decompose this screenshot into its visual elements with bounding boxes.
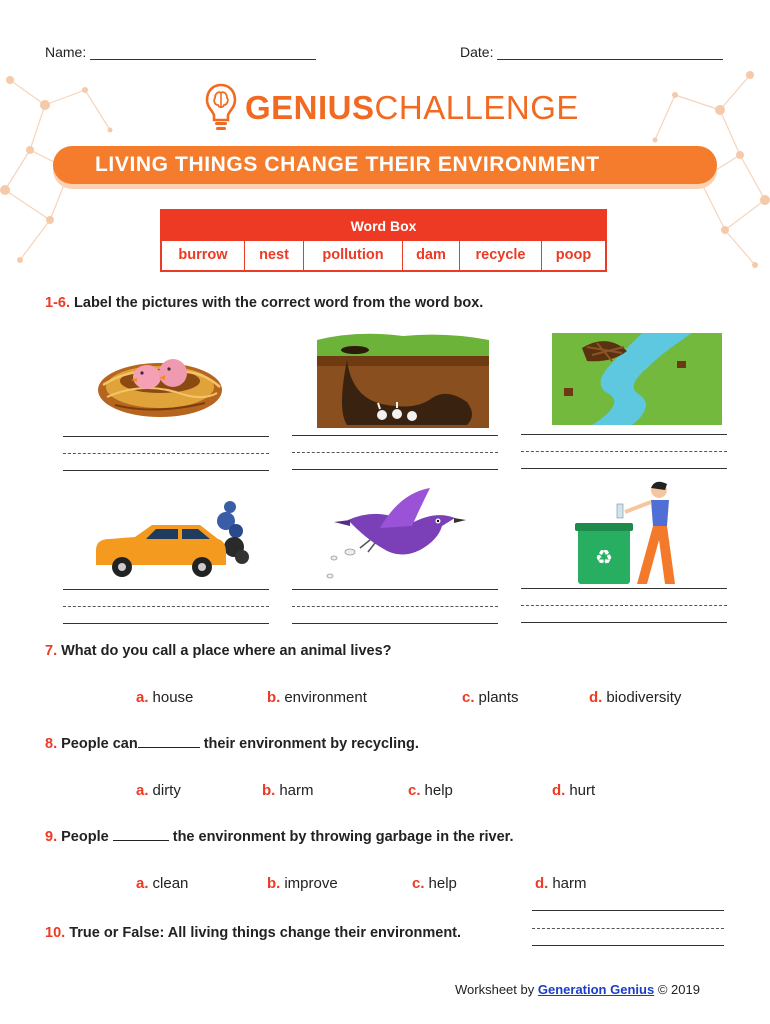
logo-light-text: CHALLENGE	[374, 89, 579, 126]
question-number: 7.	[45, 643, 58, 659]
fill-in-blank[interactable]	[113, 829, 169, 841]
car-exhaust-icon	[90, 495, 250, 583]
instructions-number: 1-6.	[45, 295, 70, 311]
option-d[interactable]	[552, 782, 595, 799]
question-text-after: the environment by throwing garbage in the river.	[172, 829, 514, 845]
logo-bold-text: GENIUS	[245, 89, 375, 126]
option-letter: a.	[136, 782, 149, 799]
word-cell: burrow	[162, 241, 245, 272]
option-text: house	[152, 689, 194, 706]
option-text: harm	[279, 782, 314, 799]
date-line[interactable]	[497, 46, 723, 60]
option-text: environment	[284, 689, 367, 706]
option-text: plants	[478, 689, 519, 706]
answer-lines-2[interactable]	[292, 435, 498, 475]
question-10	[45, 925, 461, 941]
option-b[interactable]	[262, 782, 314, 799]
answer-lines-4[interactable]	[63, 589, 269, 629]
lightbulb-brain-icon	[205, 82, 237, 134]
recycling-bin-icon	[575, 478, 685, 588]
option-letter: b.	[267, 689, 281, 706]
bird-dropping-icon	[320, 488, 470, 584]
option-text: dirty	[152, 782, 181, 799]
genius-challenge-logo	[205, 82, 579, 134]
rabbit-burrow-icon	[317, 330, 489, 428]
question-text: True or False: All living things change their environment.	[69, 925, 462, 941]
answer-lines-6[interactable]	[521, 588, 727, 628]
option-b[interactable]	[267, 689, 367, 706]
bird-nest-icon	[95, 345, 225, 420]
option-letter: d.	[535, 875, 549, 892]
word-cell: pollution	[304, 241, 403, 272]
option-letter: d.	[589, 689, 603, 706]
option-letter: c.	[462, 689, 475, 706]
question-number: 10.	[45, 925, 66, 941]
name-line[interactable]	[90, 46, 316, 60]
name-field[interactable]	[45, 44, 316, 60]
word-box	[160, 209, 607, 272]
option-text: biodiversity	[606, 689, 682, 706]
question-number: 8.	[45, 736, 58, 752]
option-text: help	[428, 875, 457, 892]
question-7	[45, 643, 392, 659]
footer-suffix: © 2019	[657, 982, 700, 997]
answer-lines-5[interactable]	[292, 589, 498, 629]
word-cell: dam	[403, 241, 460, 272]
option-b[interactable]	[267, 875, 338, 892]
question-text-before: People	[61, 829, 109, 845]
generation-genius-link[interactable]: Generation Genius	[537, 982, 655, 997]
answer-lines-3[interactable]	[521, 434, 727, 474]
option-a[interactable]	[136, 782, 181, 799]
question-text-after: their environment by recycling.	[203, 736, 419, 752]
option-letter: b.	[267, 875, 281, 892]
word-cell: recycle	[460, 241, 542, 272]
option-text: clean	[152, 875, 189, 892]
question-text-before: People can	[61, 736, 138, 752]
option-d[interactable]	[535, 875, 587, 892]
option-letter: d.	[552, 782, 566, 799]
answer-lines-1[interactable]	[63, 436, 269, 476]
instructions	[45, 295, 483, 311]
word-box-row	[162, 241, 605, 272]
answer-lines-10[interactable]	[532, 910, 724, 950]
option-c[interactable]	[462, 689, 519, 706]
word-cell: nest	[245, 241, 304, 272]
question-number: 9.	[45, 829, 58, 845]
question-text: What do you call a place where an animal lives?	[61, 643, 392, 659]
option-letter: c.	[412, 875, 425, 892]
word-cell: poop	[555, 247, 592, 263]
name-label: Name:	[45, 44, 87, 60]
footer-prefix: Worksheet by	[455, 982, 535, 997]
option-text: hurt	[569, 782, 596, 799]
worksheet-title: LIVING THINGS CHANGE THEIR ENVIRONMENT	[95, 153, 600, 176]
option-text: help	[424, 782, 453, 799]
option-d[interactable]	[589, 689, 681, 706]
question-9	[45, 829, 514, 845]
option-letter: b.	[262, 782, 276, 799]
footer	[455, 982, 700, 997]
option-text: harm	[552, 875, 587, 892]
beaver-dam-icon	[552, 333, 722, 425]
date-label: Date:	[460, 44, 494, 60]
title-banner	[53, 146, 717, 184]
option-a[interactable]	[136, 875, 188, 892]
word-box-title: Word Box	[162, 211, 605, 241]
option-c[interactable]	[412, 875, 457, 892]
option-c[interactable]	[408, 782, 453, 799]
option-letter: a.	[136, 875, 149, 892]
option-a[interactable]	[136, 689, 193, 706]
option-text: improve	[284, 875, 338, 892]
svg-text:♻: ♻	[595, 545, 613, 569]
option-letter: a.	[136, 689, 149, 706]
date-field[interactable]	[460, 44, 723, 60]
fill-in-blank[interactable]	[138, 736, 200, 748]
option-letter: c.	[408, 782, 421, 799]
question-8	[45, 736, 419, 752]
instructions-text: Label the pictures with the correct word from the word box.	[74, 295, 484, 311]
